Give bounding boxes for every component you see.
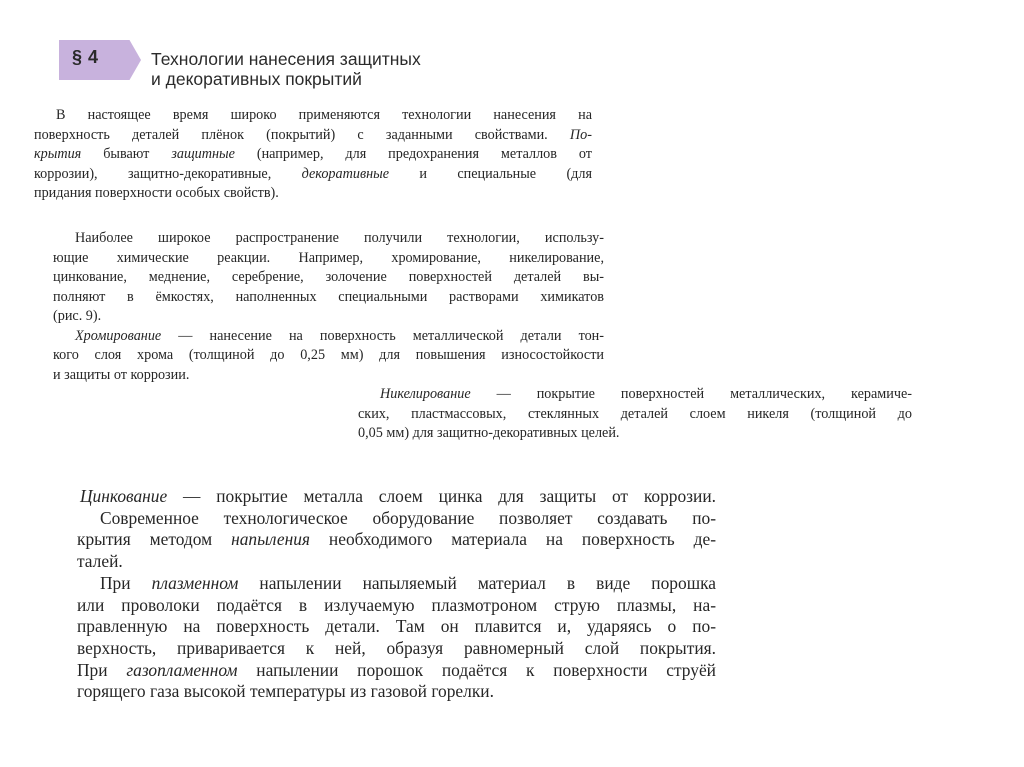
text-line: крытия методом напыления необходимого материала на поверхность де- xyxy=(77,529,717,550)
text-line: ющие химические реакции. Например, хромирование, никелирование, xyxy=(53,249,604,266)
paragraph-zinc xyxy=(77,486,716,703)
text-line: В настоящее время широко применяются технологии нанесения на xyxy=(56,107,592,123)
paragraph-nickel xyxy=(358,385,912,444)
text-line: 0,05 мм) для защитно-декоративных целей. xyxy=(358,425,620,441)
text-line: полняют в ёмкостях, наполненных специальными растворами химикатов xyxy=(53,288,604,305)
section-number: § 4 xyxy=(72,47,99,67)
text-line: правленную на поверхность детали. Там он плавится и, ударяясь о по- xyxy=(77,616,716,637)
text-line: цинкование, меднение, серебрение, золочение поверхностей деталей вы- xyxy=(53,269,604,285)
text-line: При газопламенном напылении порошок подаётся к поверхности струёй xyxy=(77,659,716,680)
text-line: придания поверхности особых свойств). xyxy=(34,185,279,202)
text-line: горящего газа высокой температуры из газовой горелки. xyxy=(77,681,494,702)
text-line: крытия бывают защитные (например, для предохранения металлов от xyxy=(34,146,592,163)
text-line: верхность, приваривается к ней, образуя равномерный слой покрытия. xyxy=(77,637,716,658)
text-line: и защиты от коррозии. xyxy=(53,366,190,383)
paragraph-intro xyxy=(34,106,592,204)
text-line: Современное технологическое оборудование позволяет создавать по- xyxy=(100,507,716,528)
section-title xyxy=(151,49,481,89)
text-line: коррозии), защитно-декоративные, декоративные и специальные (для xyxy=(34,165,592,182)
text-line: кого слоя хрома (толщиной до 0,25 мм) для повышения износостойкости xyxy=(53,347,604,363)
text-line: поверхность деталей плёнок (покрытий) с заданными свойствами. По- xyxy=(34,126,592,143)
text-line: ских, пластмассовых, стеклянных деталей слоем никеля (толщиной до xyxy=(358,405,912,422)
text-line: талей. xyxy=(77,551,123,572)
text-line: Наиболее широкое распространение получили технологии, использу- xyxy=(75,230,604,246)
text-line: (рис. 9). xyxy=(53,308,102,324)
title-line: Технологии нанесения защитных xyxy=(151,49,421,69)
text-line: Никелирование — покрытие поверхностей металлических, керамиче- xyxy=(380,386,912,402)
paragraph-chemical xyxy=(53,229,604,385)
text-line: или проволоки подаётся в излучаемую плазмотроном струю плазмы, на- xyxy=(77,594,716,615)
text-line: Цинкование — покрытие металла слоем цинка для защиты от коррозии. xyxy=(80,486,716,506)
text-line: Хромирование — нанесение на поверхность металлической детали тон- xyxy=(75,327,604,344)
title-line: и декоративных покрытий xyxy=(151,69,362,89)
text-line: При плазменном напылении напыляемый материал в виде порошка xyxy=(100,572,716,593)
